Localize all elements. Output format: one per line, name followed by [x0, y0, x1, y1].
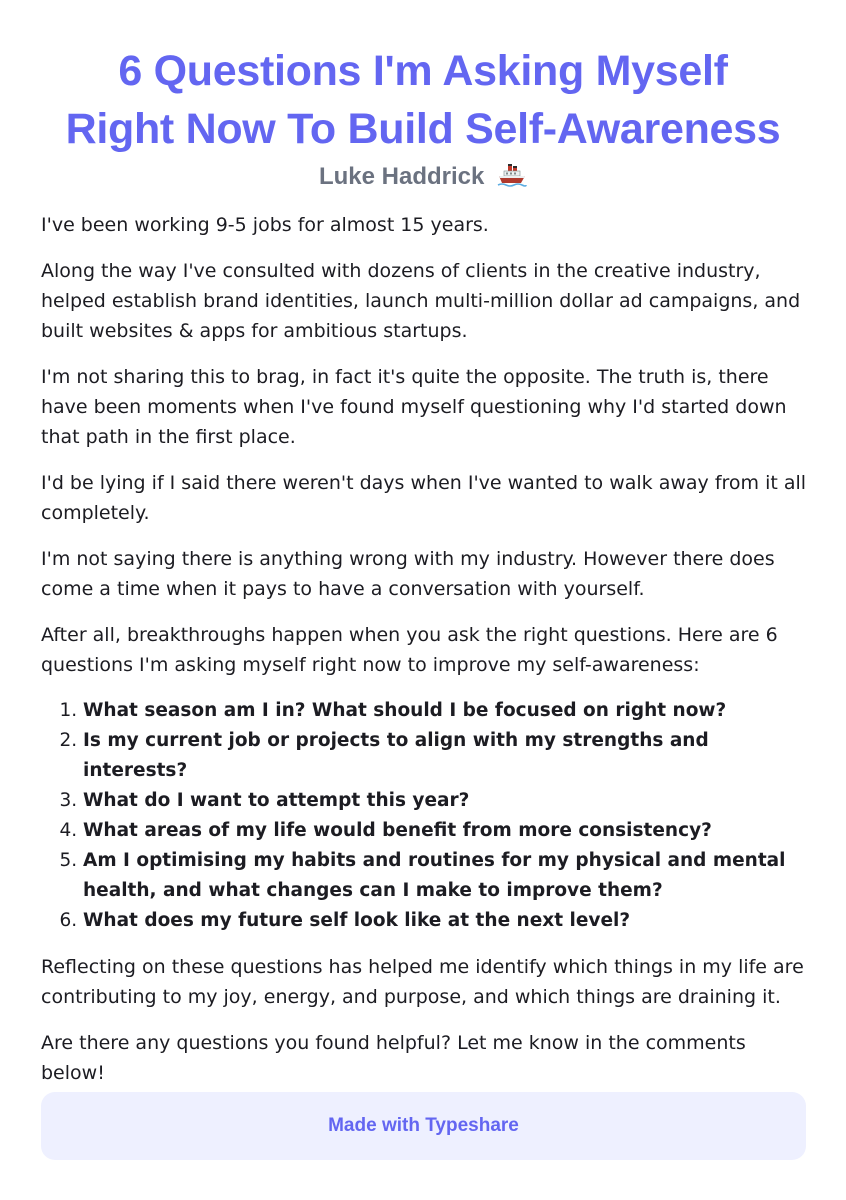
paragraph: I'm not saying there is anything wrong with my industry. However there does come a time when it pays to have a conversation with yourself. [41, 548, 775, 600]
ship-icon [497, 162, 527, 198]
paragraph: Are there any questions you found helpful? Let me know in the comments below! [41, 1032, 746, 1084]
paragraph: I'm not sharing this to brag, in fact it's quite the opposite. The truth is, there have been moments when I've found myself questioning why I'd started down that path in the first place. [41, 366, 787, 448]
question-item: 6. What does my future self look like at the next level? [83, 906, 811, 936]
question-item: 4. What areas of my life would benefit from more consistency? [83, 816, 811, 846]
page-title [0, 42, 846, 158]
paragraph: Reflecting on these questions has helped me identify which things in my life are contributing to my joy, energy, and purpose, and which things are draining it. [41, 956, 804, 1008]
question-item: 5. Am I optimising my habits and routines for my physical and mental health, and what changes can I make to improve them? [83, 846, 811, 906]
paragraph: I've been working 9-5 jobs for almost 15 years. [41, 214, 489, 236]
article-body [41, 210, 811, 1104]
title-line-2: Right Now To Build Self-Awareness [65, 105, 781, 153]
footer-label: Made with Typeshare [328, 1115, 519, 1136]
question-item: 3. What do I want to attempt this year? [83, 786, 811, 816]
paragraph: Along the way I've consulted with dozens of clients in the creative industry, helped establish brand identities, launch multi-million dollar ad campaigns, and built websites & apps for ambitious startups. [41, 260, 801, 342]
title-line-1: 6 Questions I'm Asking Myself [118, 47, 728, 95]
author-name: Luke Haddrick [318, 163, 485, 190]
question-item: 1. What season am I in? What should I be focused on right now? [83, 696, 811, 726]
question-item: 2. Is my current job or projects to align with my strengths and interests? [83, 726, 811, 786]
made-with-typeshare-button[interactable] [41, 1092, 806, 1160]
paragraph: I'd be lying if I said there weren't days when I've wanted to walk away from it all completely. [41, 472, 807, 524]
author-byline [0, 160, 846, 198]
questions-list [41, 696, 811, 936]
paragraph: After all, breakthroughs happen when you ask the right questions. Here are 6 questions I'm asking myself right now to improve my self-awareness: [41, 624, 778, 676]
